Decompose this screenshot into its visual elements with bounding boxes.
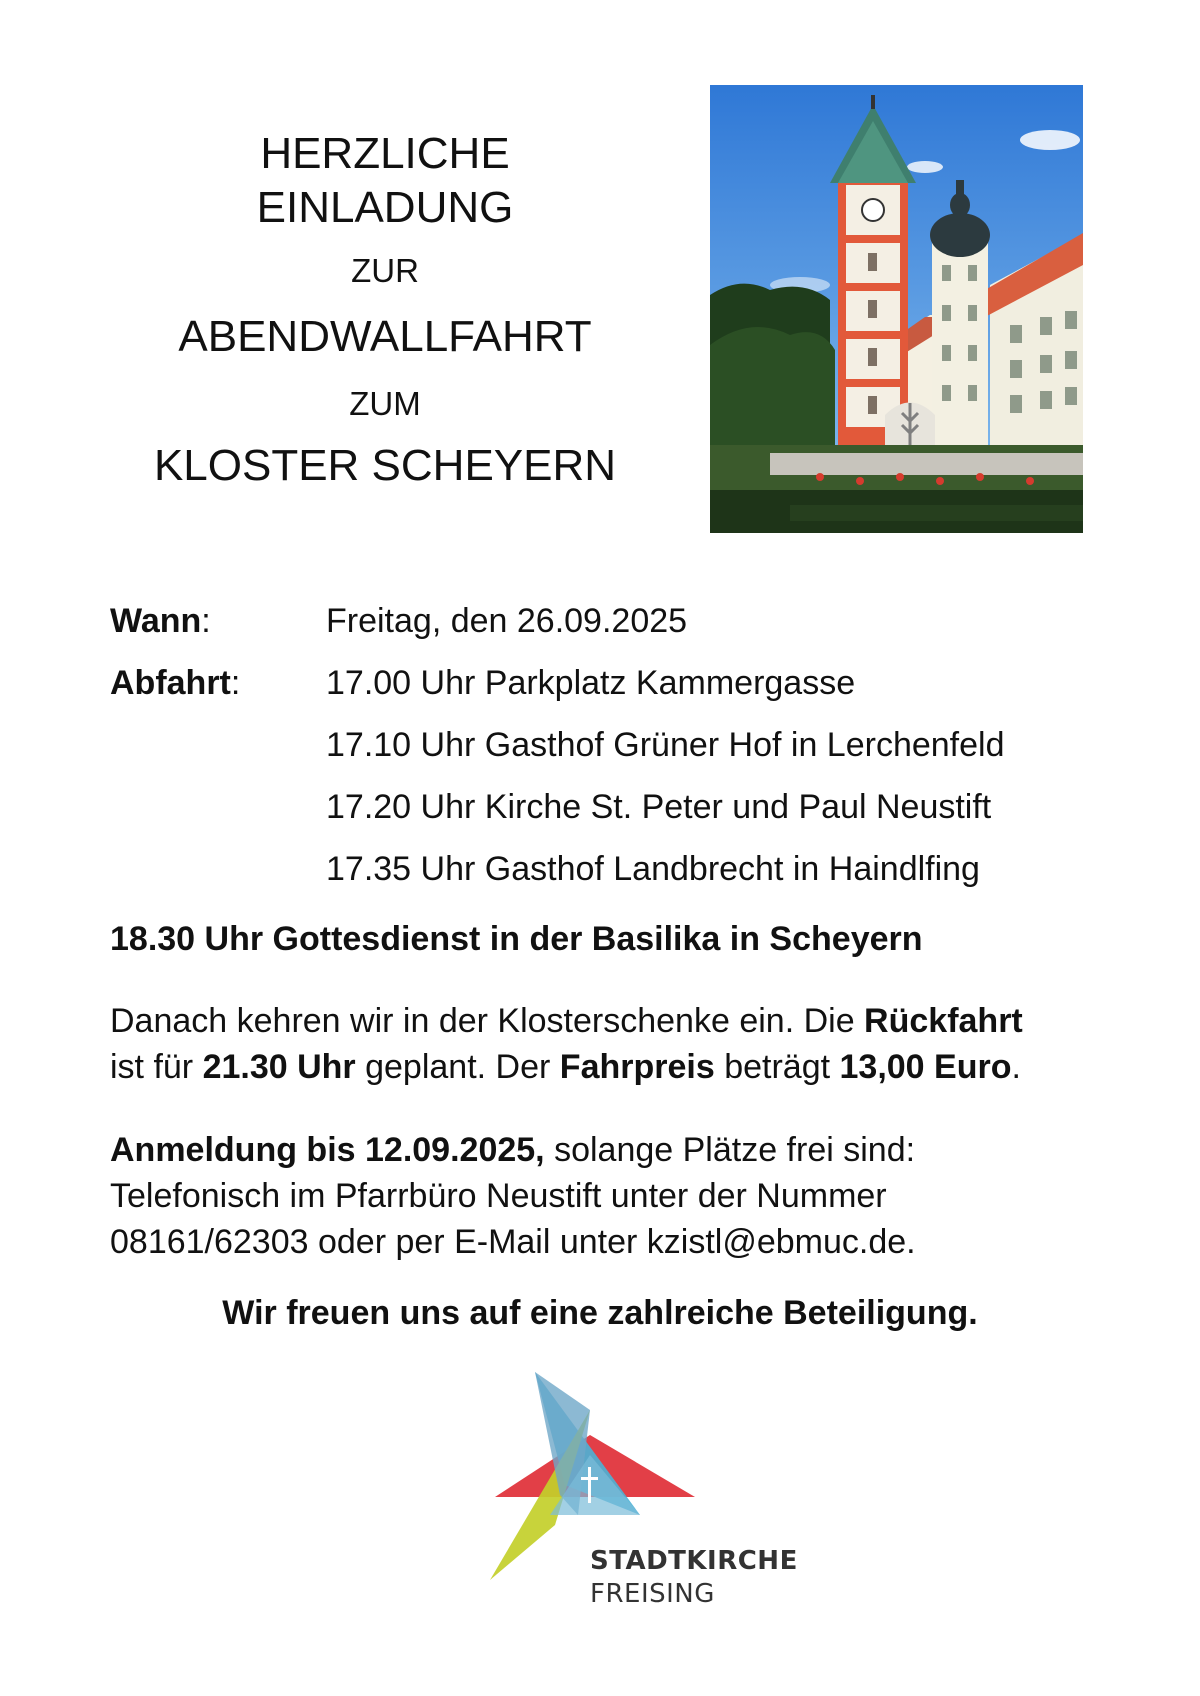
invitation-title xyxy=(100,129,670,490)
departure-item: 17.35 Uhr Gasthof Landbrecht in Haindlfing xyxy=(326,850,980,888)
title-line-herzliche: HERZLICHE xyxy=(260,129,510,178)
when-value: Freitag, den 26.09.2025 xyxy=(326,602,688,640)
monastery-photo xyxy=(710,85,1083,533)
return-paragraph: Danach kehren wir in der Klosterschenke ein. Die Rückfahrt ist für 21.30 Uhr geplant. Der Fahrpreis beträgt 13,00 Euro. xyxy=(110,1002,1023,1086)
logo-line-freising: FREISING xyxy=(590,1579,715,1609)
title-line-zur: ZUR xyxy=(351,252,419,289)
closing-line: Wir freuen uns auf eine zahlreiche Beteiligung. xyxy=(222,1294,978,1332)
service-info: 18.30 Uhr Gottesdienst in der Basilika in Scheyern xyxy=(110,920,923,958)
departure-item: 17.00 Uhr Parkplatz Kammergasse xyxy=(326,664,856,702)
logo-line-stadtkirche: STADTKIRCHE xyxy=(590,1546,798,1576)
registration-paragraph: Anmeldung bis 12.09.2025, solange Plätze frei sind: Telefonisch im Pfarrbüro Neustift unter der Nummer 08161/62303 oder per E-Mail unter kzistl@ebmuc.de. xyxy=(110,1131,916,1261)
departure-label: Abfahrt: xyxy=(110,664,241,702)
departure-item: 17.10 Uhr Gasthof Grüner Hof in Lerchenfeld xyxy=(326,726,1005,764)
title-line-kloster: KLOSTER SCHEYERN xyxy=(153,441,617,490)
when-label: Wann: xyxy=(110,602,211,640)
title-line-zum: ZUM xyxy=(349,385,421,422)
departure-item: 17.20 Uhr Kirche St. Peter und Paul Neustift xyxy=(326,788,992,826)
title-line-einladung: EINLADUNG xyxy=(256,183,514,232)
title-line-abendwallfahrt: ABENDWALLFAHRT xyxy=(178,312,592,361)
logo-wordmark xyxy=(590,1545,798,1611)
